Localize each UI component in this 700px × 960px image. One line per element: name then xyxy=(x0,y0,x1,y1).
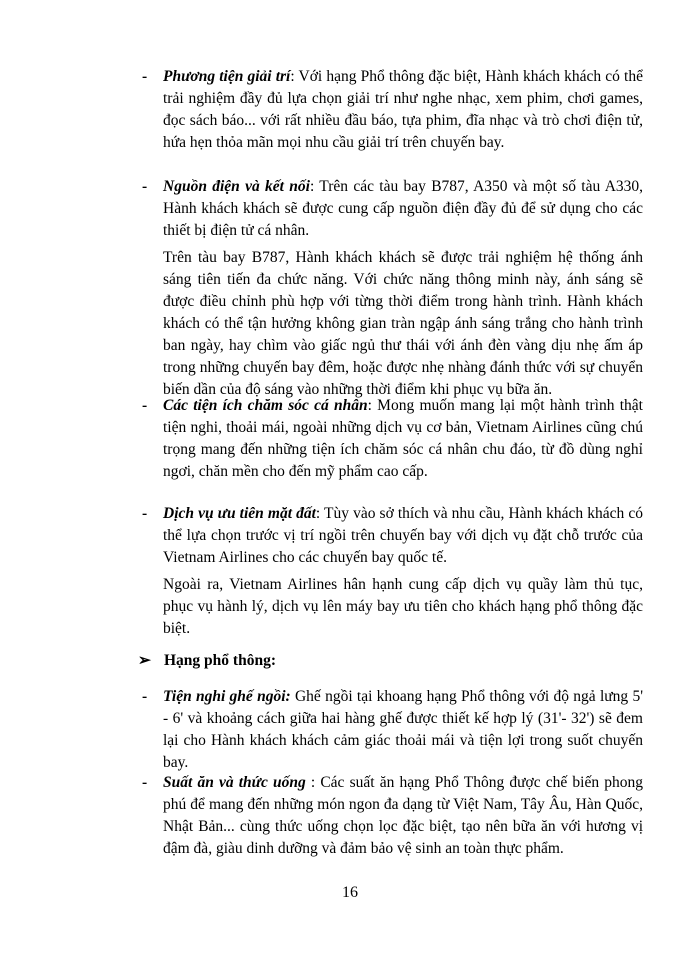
personal-care-paragraph xyxy=(163,395,643,483)
entertainment-paragraph xyxy=(163,66,643,154)
personal-care-label: Các tiện ích chăm sóc cá nhân xyxy=(163,397,368,414)
personal-care-item xyxy=(142,395,643,483)
seat-comfort-item xyxy=(142,686,643,774)
ground-priority-extra: Ngoài ra, Vietnam Airlines hân hạnh cung cấp dịch vụ quầy làm thủ tục, phục vụ hành lý, dịch vụ lên máy bay ưu tiên cho khách hạng phổ thông đặc biệt. xyxy=(163,576,643,637)
bullet-dash: - xyxy=(142,68,148,85)
ground-priority-item xyxy=(142,503,643,640)
bullet-dash: - xyxy=(142,505,148,522)
ground-priority-paragraph xyxy=(163,503,643,569)
arrow-bullet-icon: ➢ xyxy=(138,652,151,669)
entertainment-text: : Với hạng Phổ thông đặc biệt, Hành khách khách có thể trải nghiệm đầy đủ lựa chọn giải trí như nghe nhạc, xem phim, chơi games, đọc sách báo... với rất nhiều đầu báo, tựa phim, đĩa nhạc và trò chơi điện tử, hứa hẹn thỏa mãn mọi nhu cầu giải trí trên chuyến bay. xyxy=(163,68,643,151)
entertainment-item xyxy=(142,66,643,154)
bullet-dash: - xyxy=(142,774,148,791)
meals-paragraph xyxy=(163,772,643,860)
power-connectivity-item xyxy=(142,176,644,401)
personal-care-text: : Mong muốn mang lại một hành trình thật tiện nghi, thoải mái, ngoài những dịch vụ cơ bản, Vietnam Airlines cũng chú trọng mang đến những tiện ích chăm sóc cá nhân chu đáo, từ đồ dùng nghỉ ngơi, chăn mền cho đến mỹ phẩm cao cấp. xyxy=(163,397,643,480)
economy-heading xyxy=(138,650,276,672)
ground-priority-label: Dịch vụ ưu tiên mặt đất xyxy=(163,505,316,522)
meals-label: Suất ăn và thức uống xyxy=(163,774,306,791)
meals-item xyxy=(142,772,643,860)
power-text: : Trên các tàu bay B787, A350 và một số tàu A330, Hành khách khách sẽ được cung cấp nguồn điện đầy đủ để sử dụng cho các thiết bị điện tử cá nhân. xyxy=(163,178,644,239)
entertainment-label: Phương tiện giải trí xyxy=(163,68,291,85)
seat-comfort-text: Ghế ngồi tại khoang hạng Phổ thông với độ ngả lưng 5' - 6' và khoảng cách giữa hai hàng ghế được thiết kế hợp lý (31'- 32') sẽ đem lại cho Hành khách khách cảm giác thoải mái và tiện lợi trong suốt chuyến bay. xyxy=(163,688,643,771)
lighting-paragraph: Trên tàu bay B787, Hành khách khách sẽ được trải nghiệm hệ thống ánh sáng tiên tiến đa chức năng. Với chức năng thông minh này, ánh sáng sẽ được điều chỉnh phù hợp với từng thời điểm trong hành trình. Hành khách khách có thể tận hưởng không gian tràn ngập ánh sáng trắng cho hành trình ban ngày, hay chìm vào giấc ngủ thư thái với ánh đèn vàng dịu nhẹ ấm áp trong những chuyến bay đêm, hoặc được nhẹ nhàng đánh thức với sự chuyển biến dần của độ sáng vào những thời điểm khi phục vụ bữa ăn. xyxy=(163,249,643,398)
economy-heading-text: Hạng phổ thông: xyxy=(164,652,276,669)
bullet-dash: - xyxy=(142,178,148,195)
seat-comfort-label: Tiện nghi ghế ngồi: xyxy=(163,688,291,705)
meals-text: : Các suất ăn hạng Phổ Thông được chế biến phong phú để mang đến những món ngon đa dạng từ Việt Nam, Tây Âu, Hàn Quốc, Nhật Bản... cùng thức uống chọn lọc đặc biệt, tạo nên bữa ăn với hương vị đậm đà, giàu dinh dưỡng và đảm bảo vệ sinh an toàn thực phẩm. xyxy=(163,774,643,857)
seat-comfort-paragraph xyxy=(163,686,643,774)
power-paragraph xyxy=(163,176,643,242)
power-label: Nguồn điện và kết nối xyxy=(163,178,310,195)
ground-priority-text: : Tùy vào sở thích và nhu cầu, Hành khách khách có thể lựa chọn trước vị trí ngồi trên chuyến bay với dịch vụ đặt chỗ trước của Vietnam Airlines cho các chuyến bay quốc tế. xyxy=(163,505,643,566)
bullet-dash: - xyxy=(142,397,148,414)
page-number: 16 xyxy=(342,884,358,901)
bullet-dash: - xyxy=(142,688,148,705)
